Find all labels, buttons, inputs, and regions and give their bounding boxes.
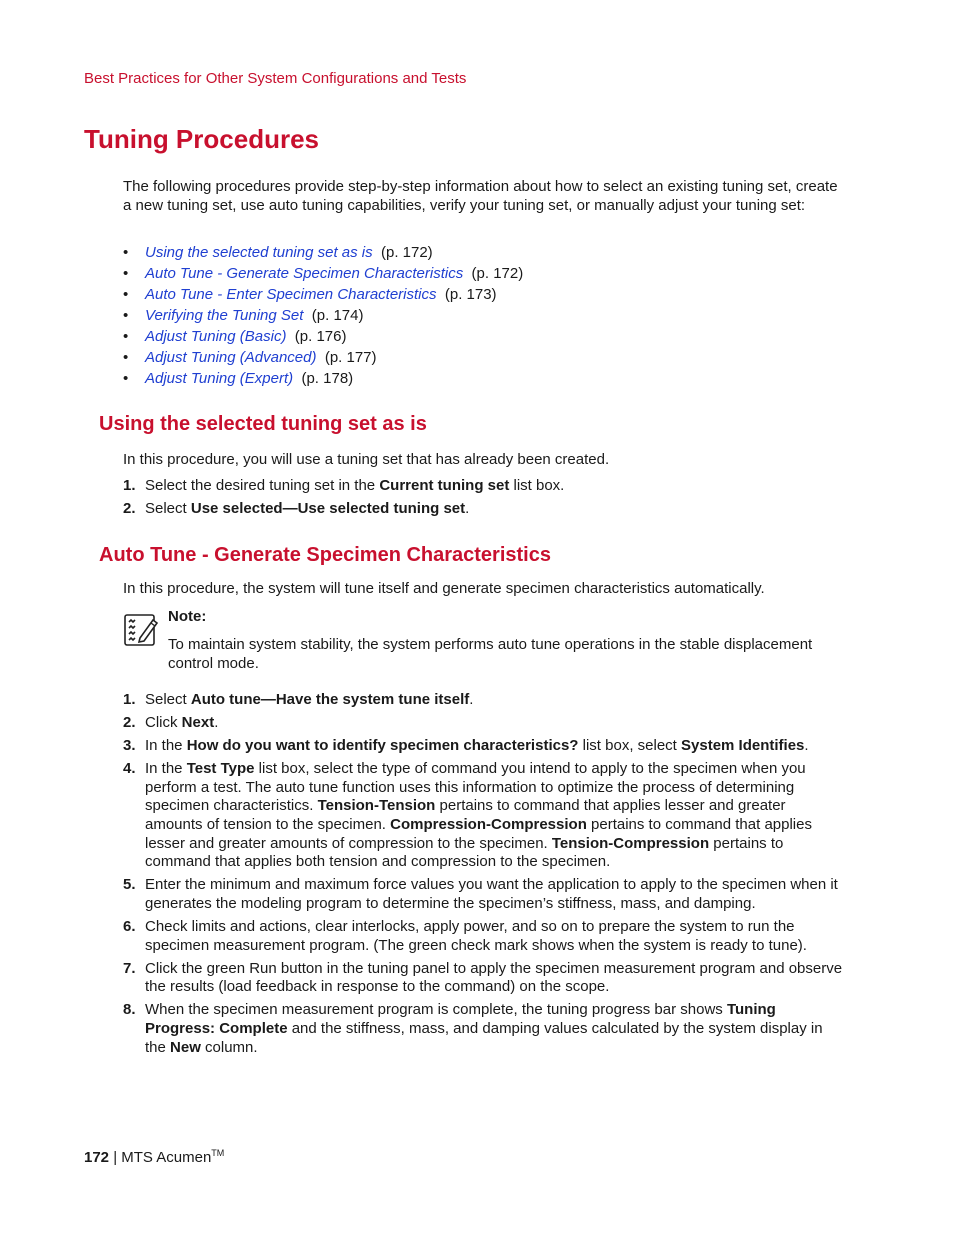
step-number: 7. <box>123 959 136 977</box>
bullet-icon: • <box>123 244 129 261</box>
bullet-icon: • <box>123 349 129 366</box>
step-number: 8. <box>123 1001 136 1019</box>
bullet-icon: • <box>123 265 129 282</box>
page-ref: (p. 173) <box>444 286 497 303</box>
page-title: Tuning Procedures <box>84 124 319 154</box>
step-item: 5. Enter the minimum and maximum force values you want the application to apply to the specimen when it generates the modeling program to determine the specimen’s stiffness, mass, and damping. <box>123 876 838 912</box>
note-text: To maintain system stability, the system performs auto tune operations in the stable displacement control mode. <box>168 636 813 672</box>
ui-term: Use selected—Use selected tuning set <box>190 500 466 518</box>
page-footer <box>84 1148 224 1166</box>
footer-separator: | <box>109 1149 122 1166</box>
page-ref: (p. 174) <box>311 307 364 324</box>
page-number: 172 <box>84 1149 110 1166</box>
ui-term: Tuning Progress: Complete <box>145 1001 776 1037</box>
link-auto-tune-enter[interactable]: Auto Tune - Enter Specimen Characteristics <box>145 286 437 303</box>
step-item: 7. Click the green Run button in the tuning panel to apply the specimen measurement program and observe the results (load feedback in response to the command) on the scope. <box>123 959 843 996</box>
bullet-icon: • <box>123 328 129 345</box>
step-item: 6. Check limits and actions, clear interlocks, apply power, and so on to prepare the system to run the specimen measurement program. (The green check mark shows when the system is ready to tune). <box>123 918 807 954</box>
product-name: MTS Acumen <box>121 1149 212 1166</box>
page-ref: (p. 178) <box>301 370 354 387</box>
step-item: 8. When the specimen measurement program is complete, the tuning progress bar shows Tuning Progress: Complete and the stiffness, mass, and damping values calculated by the system display in the New column. <box>123 1001 823 1056</box>
step-number: 3. <box>123 737 136 755</box>
step-number: 6. <box>123 918 136 936</box>
step-item: 4. In the Test Type list box, select the type of command you intend to apply to the specimen when you perform a test. The auto tune function uses this information to optimize the process of determining specimen characteristics. Tension-Tension pertains to command that applies lesser and greater amounts of tension to the specimen. Compression-Compression pertains to command that applies lesser and greater amounts of compression to the specimen. Tension-Compression pertains to command that applies both tension and compression to the specimen. <box>123 760 812 871</box>
ui-term: Current tuning set <box>379 477 510 494</box>
running-header: Best Practices for Other System Configurations and Tests <box>84 70 467 87</box>
list-item <box>123 285 523 306</box>
section2-heading: Auto Tune - Generate Specimen Characteristics <box>99 544 551 566</box>
section1-steps <box>123 477 845 523</box>
link-adjust-tuning-basic[interactable]: Adjust Tuning (Basic) <box>145 328 287 345</box>
page-ref: (p. 172) <box>380 244 433 261</box>
note-label: Note: <box>168 608 207 625</box>
note-pencil-icon <box>123 612 159 648</box>
ui-term: System Identifies <box>681 737 805 755</box>
bullet-icon: • <box>123 370 129 387</box>
list-item <box>123 243 523 264</box>
step-number: 1. <box>123 691 136 708</box>
list-item <box>123 348 523 369</box>
link-adjust-tuning-advanced[interactable]: Adjust Tuning (Advanced) <box>145 349 317 366</box>
list-item <box>123 327 523 348</box>
section2-steps <box>123 691 845 1062</box>
step-item: 3. In the How do you want to identify specimen characteristics? list box, select System Identifies. <box>123 737 809 755</box>
page-ref: (p. 172) <box>471 265 524 282</box>
step-item: 1. Select the desired tuning set in the Current tuning set list box. <box>123 477 565 494</box>
step-number: 5. <box>123 876 136 894</box>
page-ref: (p. 176) <box>294 328 347 345</box>
procedure-link-list <box>123 243 523 390</box>
intro-paragraph: The following procedures provide step-by-step information about how to select an existing tuning set, create a new tuning set, use auto tuning capabilities, verify your tuning set, or manually adjust your tuning set: <box>123 178 838 214</box>
ui-term: Test Type <box>186 760 255 778</box>
section1-intro: In this procedure, you will use a tuning set that has already been created. <box>123 451 610 468</box>
link-verifying-tuning-set[interactable]: Verifying the Tuning Set <box>145 307 304 324</box>
bullet-icon: • <box>123 286 129 303</box>
ui-term: Next <box>181 714 215 732</box>
bullet-icon: • <box>123 307 129 324</box>
ui-term: New <box>170 1038 201 1056</box>
ui-term: How do you want to identify specimen characteristics? <box>186 737 579 755</box>
step-item: 1. Select Auto tune—Have the system tune itself. <box>123 691 474 708</box>
step-item: 2. Click Next. <box>123 714 219 732</box>
link-auto-tune-generate[interactable]: Auto Tune - Generate Specimen Characteristics <box>145 265 464 282</box>
trademark: TM <box>211 1148 225 1158</box>
ui-term: Tension-Compression <box>551 834 710 852</box>
step-number: 4. <box>123 760 136 778</box>
list-item <box>123 369 523 390</box>
ui-term: Tension-Tension <box>317 797 436 815</box>
link-adjust-tuning-expert[interactable]: Adjust Tuning (Expert) <box>145 370 294 387</box>
section2-intro: In this procedure, the system will tune itself and generate specimen characteristics automatically. <box>123 580 765 597</box>
section1-heading: Using the selected tuning set as is <box>99 413 427 435</box>
step-number: 2. <box>123 500 136 518</box>
list-item <box>123 264 523 285</box>
page-ref: (p. 177) <box>324 349 377 366</box>
step-item: 2. Select Use selected—Use selected tuning set. <box>123 500 470 518</box>
step-number: 2. <box>123 714 136 732</box>
ui-term: Auto tune—Have the system tune itself <box>190 691 470 708</box>
ui-term: Compression-Compression <box>390 816 587 834</box>
list-item <box>123 306 523 327</box>
step-number: 1. <box>123 477 136 494</box>
link-using-selected-tuning-set[interactable]: Using the selected tuning set as is <box>145 244 373 261</box>
